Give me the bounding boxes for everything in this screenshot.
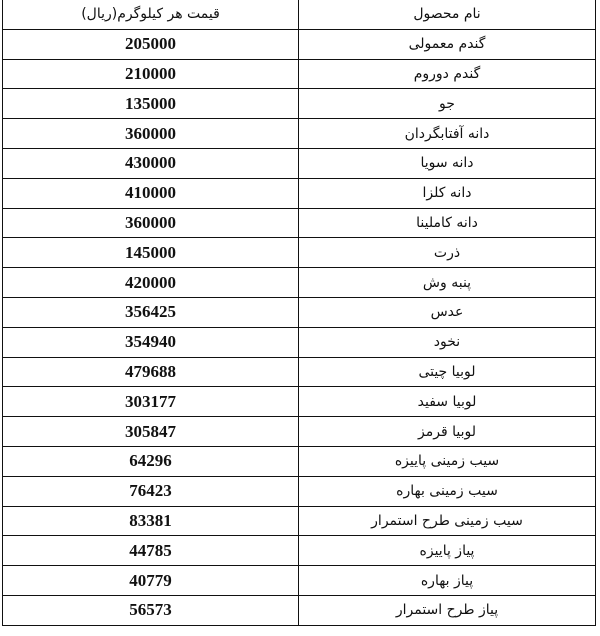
product-name-cell: گندم دوروم [299, 59, 596, 89]
table-row [3, 536, 596, 566]
price-cell: 430000 [3, 148, 299, 178]
price-cell: 135000 [3, 89, 299, 119]
table-row [3, 387, 596, 417]
table-row [3, 595, 596, 625]
price-cell: 305847 [3, 417, 299, 447]
product-name-cell: سیب زمینی بهاره [299, 476, 596, 506]
price-cell: 420000 [3, 268, 299, 298]
table-row [3, 119, 596, 149]
price-cell: 410000 [3, 178, 299, 208]
product-name-cell: پیاز پاییزه [299, 536, 596, 566]
header-row [3, 0, 596, 29]
price-cell: 56573 [3, 595, 299, 625]
price-cell: 210000 [3, 59, 299, 89]
product-name-cell: دانه کاملینا [299, 208, 596, 238]
product-name-cell: پیاز طرح استمرار [299, 595, 596, 625]
product-name-cell: پنبه وش [299, 268, 596, 298]
table-row [3, 238, 596, 268]
price-cell: 303177 [3, 387, 299, 417]
price-cell: 360000 [3, 208, 299, 238]
product-name-cell: پیاز بهاره [299, 566, 596, 596]
product-name-cell: لوبیا چیتی [299, 357, 596, 387]
table-row [3, 59, 596, 89]
price-cell: 145000 [3, 238, 299, 268]
table-row [3, 89, 596, 119]
table-row [3, 506, 596, 536]
price-table [2, 0, 596, 626]
product-name-cell: جو [299, 89, 596, 119]
table-row [3, 208, 596, 238]
product-name-cell: لوبیا سفید [299, 387, 596, 417]
table-body [3, 29, 596, 625]
product-name-cell: دانه کلزا [299, 178, 596, 208]
price-cell: 83381 [3, 506, 299, 536]
table-row [3, 357, 596, 387]
product-name-cell: گندم معمولی [299, 29, 596, 59]
header-product-name: نام محصول [299, 0, 596, 29]
table-row [3, 566, 596, 596]
product-name-cell: سیب زمینی پاییزه [299, 446, 596, 476]
product-name-cell: نخود [299, 327, 596, 357]
price-cell: 76423 [3, 476, 299, 506]
table-row [3, 178, 596, 208]
table-row [3, 327, 596, 357]
product-name-cell: دانه آفتابگردان [299, 119, 596, 149]
table-row [3, 297, 596, 327]
product-name-cell: عدس [299, 297, 596, 327]
table-row [3, 148, 596, 178]
table-row [3, 446, 596, 476]
product-name-cell: لوبیا قرمز [299, 417, 596, 447]
header-price-per-kg: قیمت هر کیلوگرم(ریال) [3, 0, 299, 29]
table-row [3, 29, 596, 59]
price-cell: 354940 [3, 327, 299, 357]
table-row [3, 417, 596, 447]
table-row [3, 476, 596, 506]
price-cell: 360000 [3, 119, 299, 149]
price-cell: 205000 [3, 29, 299, 59]
price-cell: 40779 [3, 566, 299, 596]
table-row [3, 268, 596, 298]
price-cell: 356425 [3, 297, 299, 327]
price-cell: 44785 [3, 536, 299, 566]
product-name-cell: ذرت [299, 238, 596, 268]
product-name-cell: سیب زمینی طرح استمرار [299, 506, 596, 536]
product-name-cell: دانه سویا [299, 148, 596, 178]
price-cell: 479688 [3, 357, 299, 387]
price-cell: 64296 [3, 446, 299, 476]
